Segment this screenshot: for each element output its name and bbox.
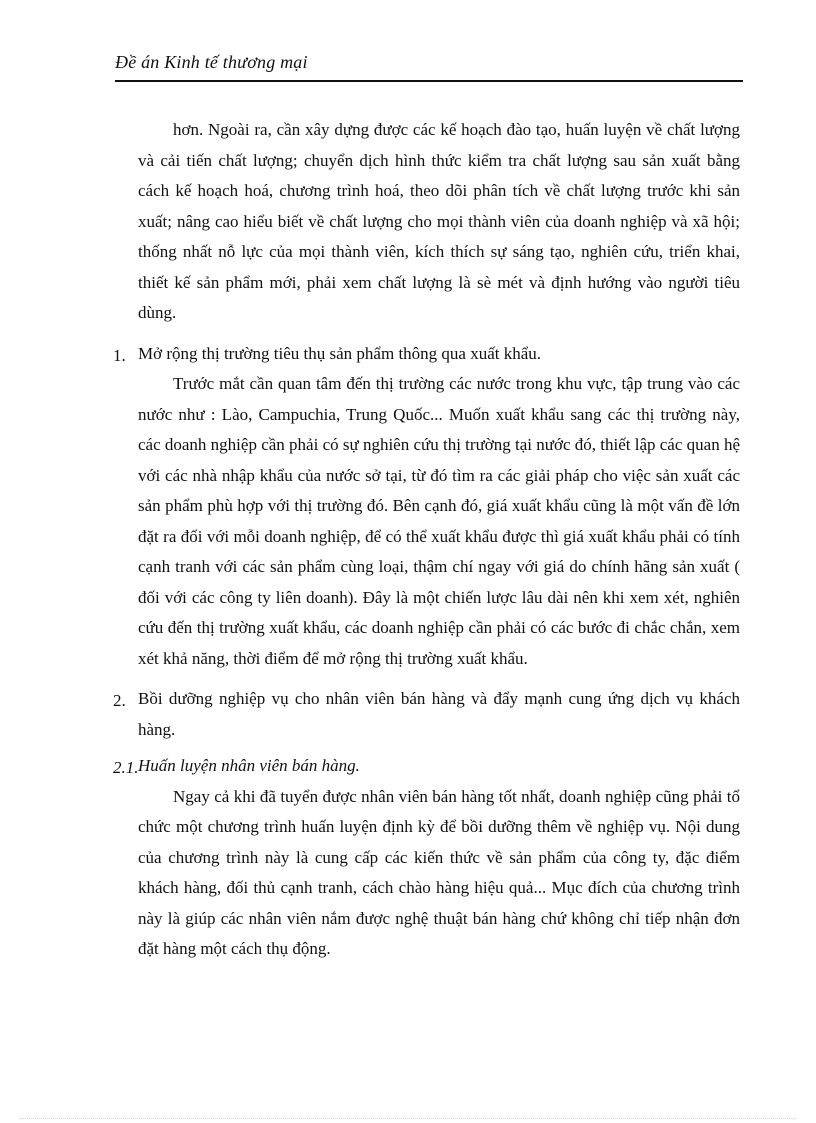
header-title: Đề án Kinh tế thương mại bbox=[115, 52, 308, 72]
section-1-title: Mở rộng thị trường tiêu thụ sản phẩm thông qua xuất khẩu. bbox=[138, 343, 542, 363]
section-1-heading bbox=[113, 339, 740, 370]
section-1-paragraph: Trước mắt cần quan tâm đến thị trường các nước trong khu vực, tập trung vào các nước như : Lào, Campuchia, Trung Quốc... Muốn xuất khẩu sang các thị trường này, các doanh nghiệp cần phải có sự nghiên cứu thị trường tại nước đó, thiết lập các quan hệ với các nhà nhập khẩu của nước sở tại, từ đó tìm ra các giải pháp cho việc sản xuất các sản phẩm phù hợp với thị trường đó. Bên cạnh đó, giá xuất khẩu cũng là một vấn đề lớn đặt ra đối với mỗi doanh nghiệp, để có thể xuất khẩu được thì giá xuất khẩu phải có tính cạnh tranh với các sản phẩm cùng loại, thậm chí ngay với giá do chính hãng sản xuất ( đối với các công ty liên doanh). Đây là một chiến lược lâu dài nên khi xem xét, nghiên cứu đến thị trường xuất khẩu, các doanh nghiệp cần phải có các bước đi chắc chắn, xem xét khả năng, thời điểm để mở rộng thị trường xuất khẩu. bbox=[138, 374, 740, 668]
section-2-title: Bồi dưỡng nghiệp vụ cho nhân viên bán hàng và đẩy mạnh cung ứng dịch vụ khách hàng. bbox=[138, 689, 740, 739]
page-content bbox=[113, 115, 740, 965]
section-2-1-heading bbox=[113, 751, 740, 782]
section-2-number: 2. bbox=[113, 691, 126, 710]
intro-paragraph: hơn. Ngoài ra, cần xây dựng được các kế hoạch đào tạo, huấn luyện về chất lượng và cải tiến chất lượng; chuyển dịch hình thức kiểm tra chất lượng sau sản xuất bằng cách kế hoạch hoá, chương trình hoá, theo dõi phân tích về chất lượng trước khi sản xuất; nâng cao hiểu biết về chất lượng cho mọi thành viên của doanh nghiệp và xã hội; thống nhất nỗ lực của mọi thành viên, kích thích sự sáng tạo, nghiên cứu, triển khai, thiết kế sản phẩm mới, phải xem chất lượng là sè mét và định hướng vào người tiêu dùng. bbox=[138, 120, 740, 322]
section-2-1-paragraph: Ngay cả khi đã tuyển được nhân viên bán hàng tốt nhất, doanh nghiệp cũng phải tổ chức một chương trình huấn luyện định kỳ để bồi dưỡng thêm về nghiệp vụ. Nội dung của chương trình này là cung cấp các kiến thức về sản phẩm của công ty, đặc điểm khách hàng, đối thủ cạnh tranh, cách chào hàng hiệu quả... Mục đích của chương trình này là giúp các nhân viên nắm được nghệ thuật bán hàng chứ không chỉ tiếp nhận đơn đặt hàng một cách thụ động. bbox=[138, 786, 740, 958]
section-1-number: 1. bbox=[113, 345, 126, 365]
section-2-1-number: 2.1. bbox=[113, 758, 139, 777]
section-2-heading bbox=[113, 684, 740, 745]
page-header bbox=[115, 52, 743, 82]
section-2-1-title: Huấn luyện nhân viên bán hàng. bbox=[138, 756, 360, 775]
page-footer-divider bbox=[20, 1118, 796, 1119]
